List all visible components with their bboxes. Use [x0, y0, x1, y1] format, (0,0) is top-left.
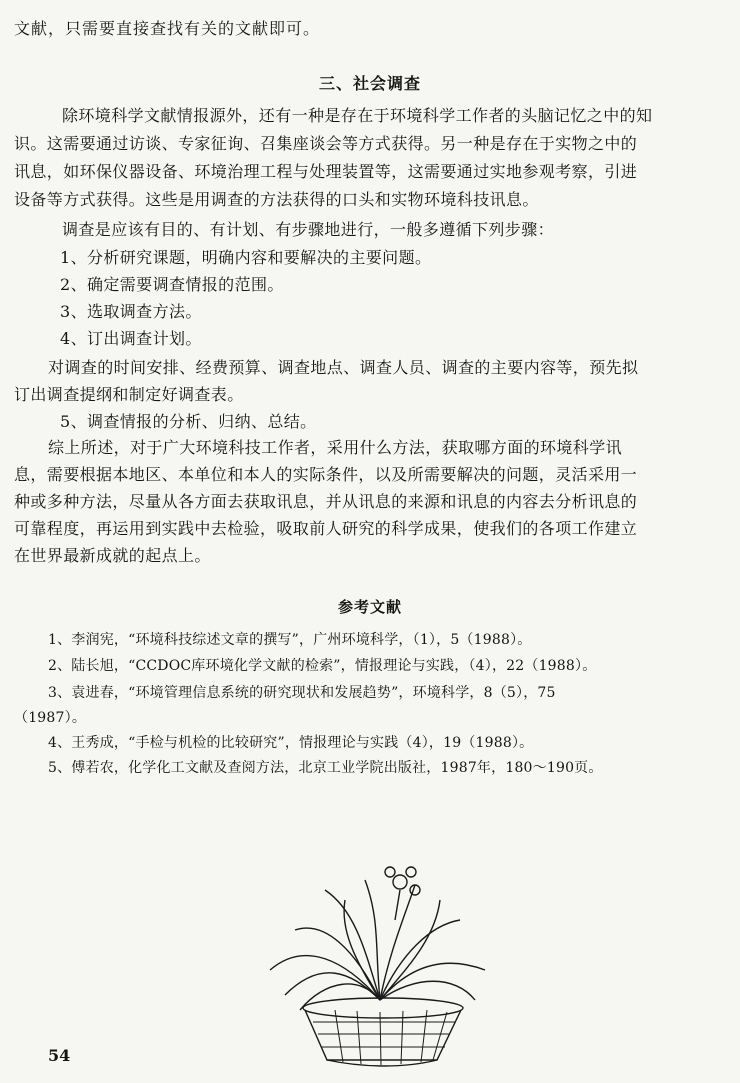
section-title: 三、社会调查 — [318, 74, 421, 93]
step-item: 5、调查情报的分析、归纳、总结。 — [60, 412, 317, 431]
paragraph-line: 种或多种方法，尽量从各方面去获取讯息，并从讯息的来源和讯息的内容去分析讯息的 — [14, 492, 638, 511]
paragraph-line: 设备等方式获得。这些是用调查的方法获得的口头和实物环境科技讯息。 — [14, 190, 539, 209]
paragraph-line: 订出调查提纲和制定好调查表。 — [14, 385, 244, 404]
paragraph-line: 可靠程度，再运用到实践中去检验，吸取前人研究的科学成果，使我们的各项工作建立 — [14, 519, 638, 538]
paragraph-line: 对调查的时间安排、经费预算、调查地点、调查人员、调查的主要内容等，预先拟 — [48, 358, 639, 377]
references-title: 参考文献 — [337, 598, 402, 616]
step-item: 4、订出调查计划。 — [60, 329, 202, 348]
intro-line: 文献，只需要直接查找有关的文献即可。 — [14, 19, 321, 38]
step-item: 2、确定需要调查情报的范围。 — [60, 275, 284, 294]
paragraph-line: 识。这需要通过访谈、专家征询、召集座谈会等方式获得。另一种是存在于实物之中的 — [14, 134, 638, 153]
step-item: 1、分析研究课题，明确内容和要解决的主要问题。 — [60, 248, 432, 267]
reference-item: 2、陆长旭，“CCDOC库环境化学文献的检索”，情报理论与实践，（4），22（1988）。 — [48, 658, 597, 674]
reference-item: 3、袁进春，“环境管理信息系统的研究现状和发展趋势”，环境科学，8（5），75 — [48, 685, 556, 701]
paragraph-line: 在世界最新成就的起点上。 — [14, 546, 211, 565]
page-number: 54 — [48, 1046, 71, 1065]
paragraph-line: 讯息，如环保仪器设备、环境治理工程与处理装置等，这需要通过实地参观考察，引进 — [14, 162, 638, 181]
reference-item: 5、傅若农，化学化工文献及查阅方法，北京工业学院出版社，1987年，180～190页。 — [48, 760, 603, 776]
paragraph-line: 除环境科学文献情报源外，还有一种是存在于环境科学工作者的头脑记忆之中的知 — [62, 106, 653, 125]
reference-item: 4、王秀成，“手检与机检的比较研究”，情报理论与实践（4），19（1988）。 — [48, 735, 534, 751]
reference-item-continued: （1987）。 — [14, 710, 87, 726]
step-item: 3、选取调查方法。 — [60, 302, 202, 321]
paragraph-line: 息，需要根据本地区、本单位和本人的实际条件，以及所需要解决的问题，灵活采用一 — [14, 465, 638, 484]
reference-item: 1、李润宪，“环境科技综述文章的撰写”，广州环境科学，（1），5（1988）。 — [48, 632, 532, 648]
plant-basket-illustration — [265, 860, 495, 1070]
paragraph-line: 调查是应该有目的、有计划、有步骤地进行，一般多遵循下列步骤： — [62, 220, 555, 239]
paragraph-line: 综上所述，对于广大环境科技工作者，采用什么方法，获取哪方面的环境科学讯 — [48, 438, 623, 457]
